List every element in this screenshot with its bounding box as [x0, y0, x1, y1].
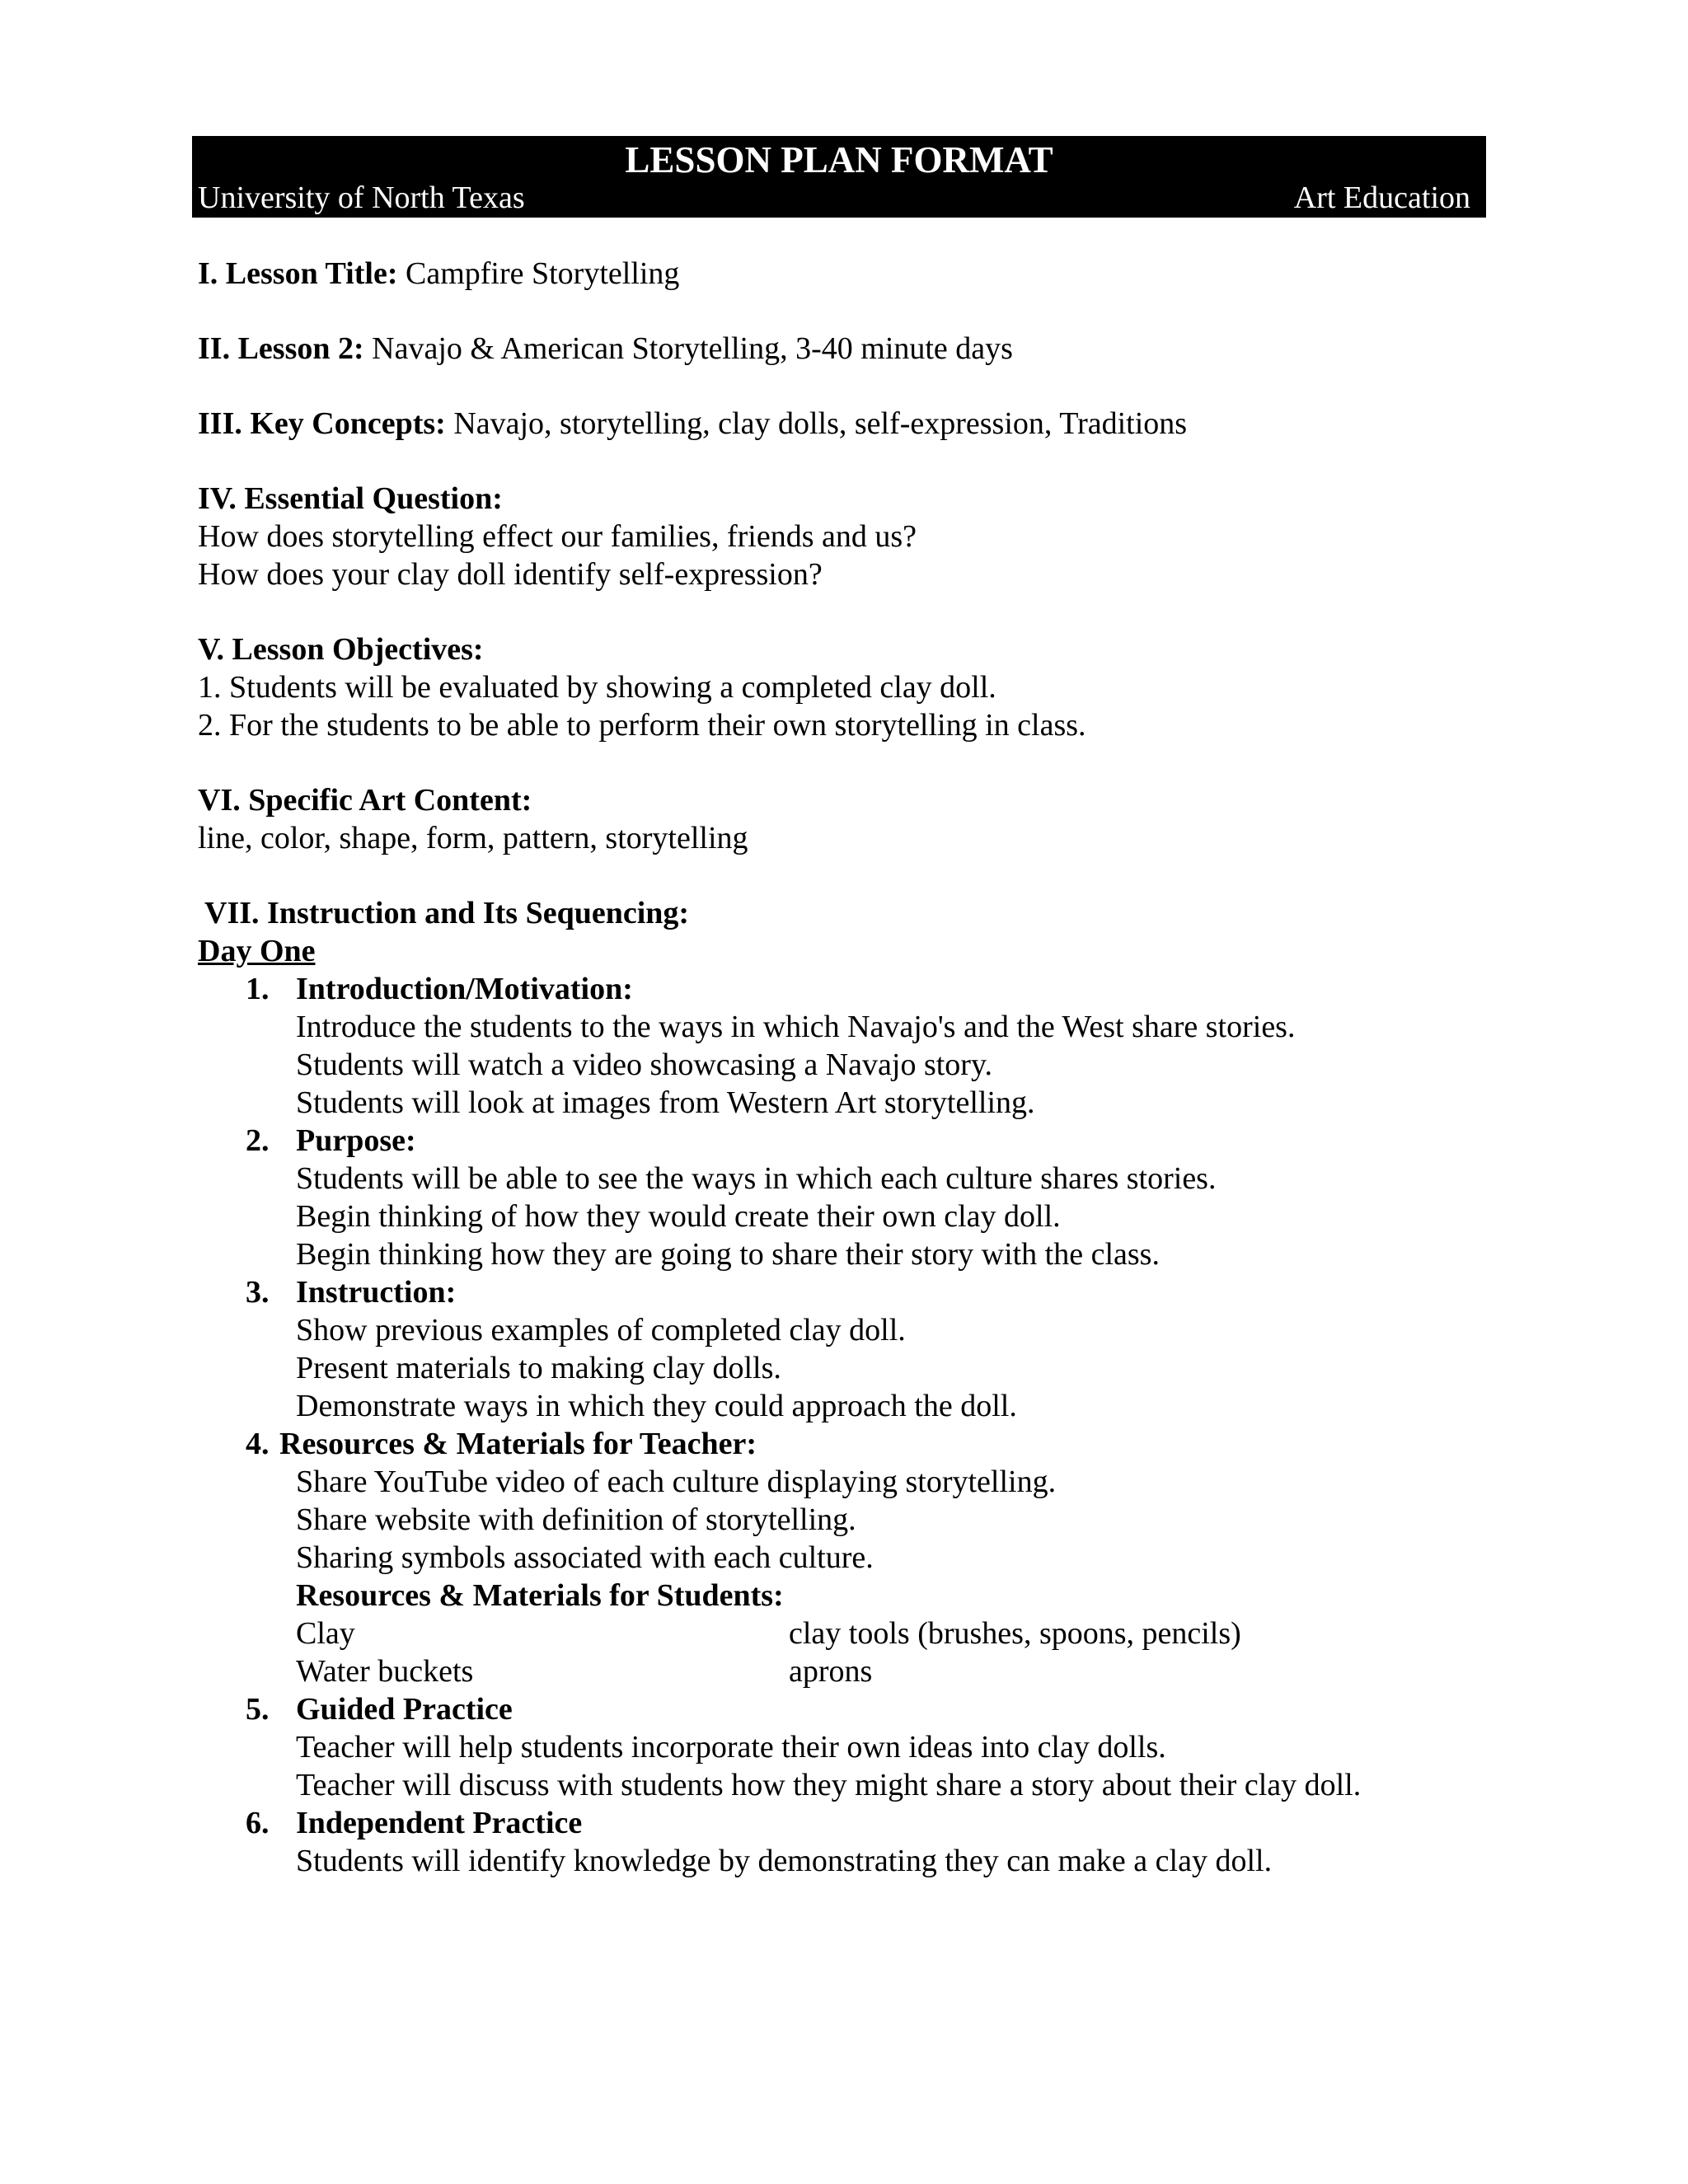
item-text: Sharing symbols associated with each culture. [296, 1540, 874, 1575]
key-concepts-label: III. Key Concepts: [198, 406, 446, 441]
material-item: Water buckets [296, 1654, 474, 1689]
introduction-heading: Introduction/Motivation: [296, 972, 633, 1006]
guided-practice-heading: Guided Practice [296, 1692, 513, 1727]
item-number: 3. [246, 1275, 270, 1310]
item-number: 5. [246, 1692, 270, 1727]
teacher-resources-heading: Resources & Materials for Teacher: [279, 1427, 757, 1461]
key-concepts-line [198, 405, 1187, 443]
material-item: Clay [296, 1616, 355, 1651]
item-text: Demonstrate ways in which they could approach the doll. [296, 1389, 1017, 1423]
item-text: Begin thinking how they are going to share their story with the class. [296, 1237, 1160, 1272]
objectives-heading: V. Lesson Objectives: [198, 632, 484, 667]
header-banner [192, 136, 1486, 218]
department-name: Art Education [1293, 180, 1470, 215]
instruction-heading: VII. Instruction and Its Sequencing: [204, 896, 690, 930]
key-concepts-value: Navajo, storytelling, clay dolls, self-expression, Traditions [445, 406, 1188, 441]
lesson-number-line [198, 330, 1013, 368]
item-text: Share YouTube video of each culture displaying storytelling. [296, 1465, 1057, 1499]
item-text: Share website with definition of storytelling. [296, 1502, 856, 1537]
purpose-heading: Purpose: [296, 1123, 416, 1158]
lesson-title-value: Campfire Storytelling [397, 256, 680, 291]
document-title: LESSON PLAN FORMAT [625, 139, 1053, 180]
item-text: Teacher will discuss with students how they might share a story about their clay doll. [296, 1768, 1362, 1802]
day-one-heading: Day One [198, 934, 316, 968]
item-text: Students will be able to see the ways in which each culture shares stories. [296, 1161, 1217, 1196]
item-text: Teacher will help students incorporate their own ideas into clay dolls. [296, 1730, 1166, 1765]
art-content-heading: VI. Specific Art Content: [198, 783, 532, 818]
item-text: Introduce the students to the ways in which Navajo's and the West share stories. [296, 1010, 1296, 1044]
item-number: 2. [246, 1123, 270, 1158]
objective-item: 1. Students will be evaluated by showing a completed clay doll. [198, 670, 996, 705]
essential-question-text: How does storytelling effect our families, friends and us? [198, 519, 917, 554]
item-text: Students will look at images from Western Art storytelling. [296, 1085, 1035, 1120]
item-number: 1. [246, 972, 270, 1006]
item-text: Show previous examples of completed clay doll. [296, 1313, 906, 1347]
item-text: Students will identify knowledge by demonstrating they can make a clay doll. [296, 1844, 1273, 1878]
lesson-number-value: Navajo & American Storytelling, 3-40 minute days [363, 331, 1013, 366]
item-number: 6. [246, 1806, 270, 1840]
instruction-step-heading: Instruction: [296, 1275, 457, 1310]
material-item: clay tools (brushes, spoons, pencils) [789, 1616, 1241, 1651]
item-number: 4. [246, 1427, 270, 1461]
independent-practice-heading: Independent Practice [296, 1806, 583, 1840]
art-content-text: line, color, shape, form, pattern, storytelling [198, 821, 748, 855]
material-item: aprons [789, 1654, 873, 1689]
institution-name: University of North Texas [198, 180, 525, 215]
item-text: Present materials to making clay dolls. [296, 1351, 781, 1385]
item-text: Begin thinking of how they would create their own clay doll. [296, 1199, 1061, 1234]
student-resources-heading: Resources & Materials for Students: [296, 1578, 784, 1613]
essential-question-text: How does your clay doll identify self-expression? [198, 557, 823, 592]
lesson-title-label: I. Lesson Title: [198, 256, 398, 291]
item-text: Students will watch a video showcasing a Navajo story. [296, 1047, 992, 1082]
essential-question-heading: IV. Essential Question: [198, 481, 503, 516]
objective-item: 2. For the students to be able to perform their own storytelling in class. [198, 708, 1086, 743]
lesson-title-line [198, 255, 679, 293]
lesson-number-label: II. Lesson 2: [198, 331, 364, 366]
